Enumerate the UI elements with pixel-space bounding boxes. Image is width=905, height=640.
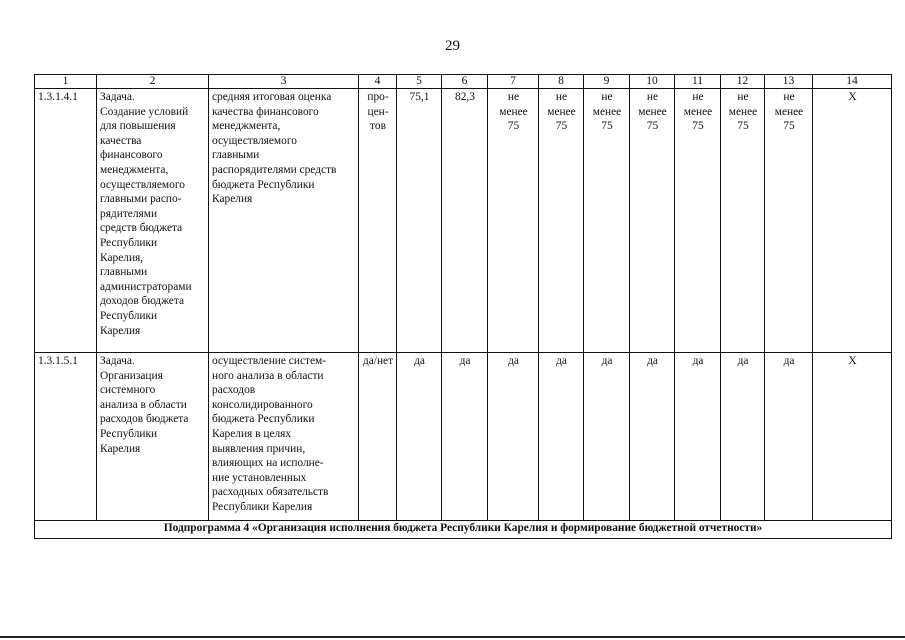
value-cell: не менее 75 (630, 89, 675, 353)
page-number: 29 (445, 38, 460, 54)
value-cell: да (584, 353, 630, 521)
value-cell: X (813, 353, 892, 521)
column-header: 9 (584, 75, 630, 89)
column-header: 12 (721, 75, 765, 89)
value-cell: не менее 75 (539, 89, 584, 353)
scan-edge-line (0, 636, 905, 638)
value-cell: не менее 75 (584, 89, 630, 353)
value-cell: да (539, 353, 584, 521)
column-header: 8 (539, 75, 584, 89)
subprogram-title: Подпрограмма 4 «Организация исполнения бюджета Республики Карелия и формирование бюджетной отчетности» (35, 521, 892, 539)
table-row (35, 353, 892, 521)
unit-cell: да/нет (359, 353, 397, 521)
value-cell: не менее 75 (488, 89, 539, 353)
value-cell: 82,3 (442, 89, 488, 353)
indicators-table (34, 74, 892, 539)
row-code: 1.3.1.5.1 (35, 353, 97, 521)
value-cell: не менее 75 (721, 89, 765, 353)
value-cell: 75,1 (397, 89, 442, 353)
column-header: 11 (675, 75, 721, 89)
value-cell: да (630, 353, 675, 521)
table-header-row (35, 75, 892, 89)
value-cell: не менее 75 (675, 89, 721, 353)
column-header: 6 (442, 75, 488, 89)
value-cell: X (813, 89, 892, 353)
column-header: 1 (35, 75, 97, 89)
column-header: 10 (630, 75, 675, 89)
task-cell: Задача. Создание условий для повышения качества финансового менеджмента, осуществляемого главными распо- рядителями средств бюджета Республики Карелия, главными администраторами доходов бюджета Республики Карелия (97, 89, 209, 353)
column-header: 4 (359, 75, 397, 89)
row-code: 1.3.1.4.1 (35, 89, 97, 353)
column-header: 2 (97, 75, 209, 89)
unit-cell: про- цен- тов (359, 89, 397, 353)
value-cell: да (442, 353, 488, 521)
value-cell: да (397, 353, 442, 521)
subprogram-row (35, 521, 892, 539)
table-row (35, 89, 892, 353)
task-cell: Задача. Организация системного анализа в области расходов бюджета Республики Карелия (97, 353, 209, 521)
column-header: 7 (488, 75, 539, 89)
column-header: 13 (765, 75, 813, 89)
value-cell: да (675, 353, 721, 521)
value-cell: да (488, 353, 539, 521)
value-cell: да (765, 353, 813, 521)
value-cell: не менее 75 (765, 89, 813, 353)
column-header: 14 (813, 75, 892, 89)
indicator-cell: средняя итоговая оценка качества финансового менеджмента, осуществляемого главными распорядителями средств бюджета Республики Карелия (209, 89, 359, 353)
indicator-cell: осуществление систем- ного анализа в области расходов консолидированного бюджета Республики Карелия в целях выявления причин, влияющих на исполне- ние установленных расходных обязательств Республики Карелия (209, 353, 359, 521)
column-header: 3 (209, 75, 359, 89)
value-cell: да (721, 353, 765, 521)
column-header: 5 (397, 75, 442, 89)
